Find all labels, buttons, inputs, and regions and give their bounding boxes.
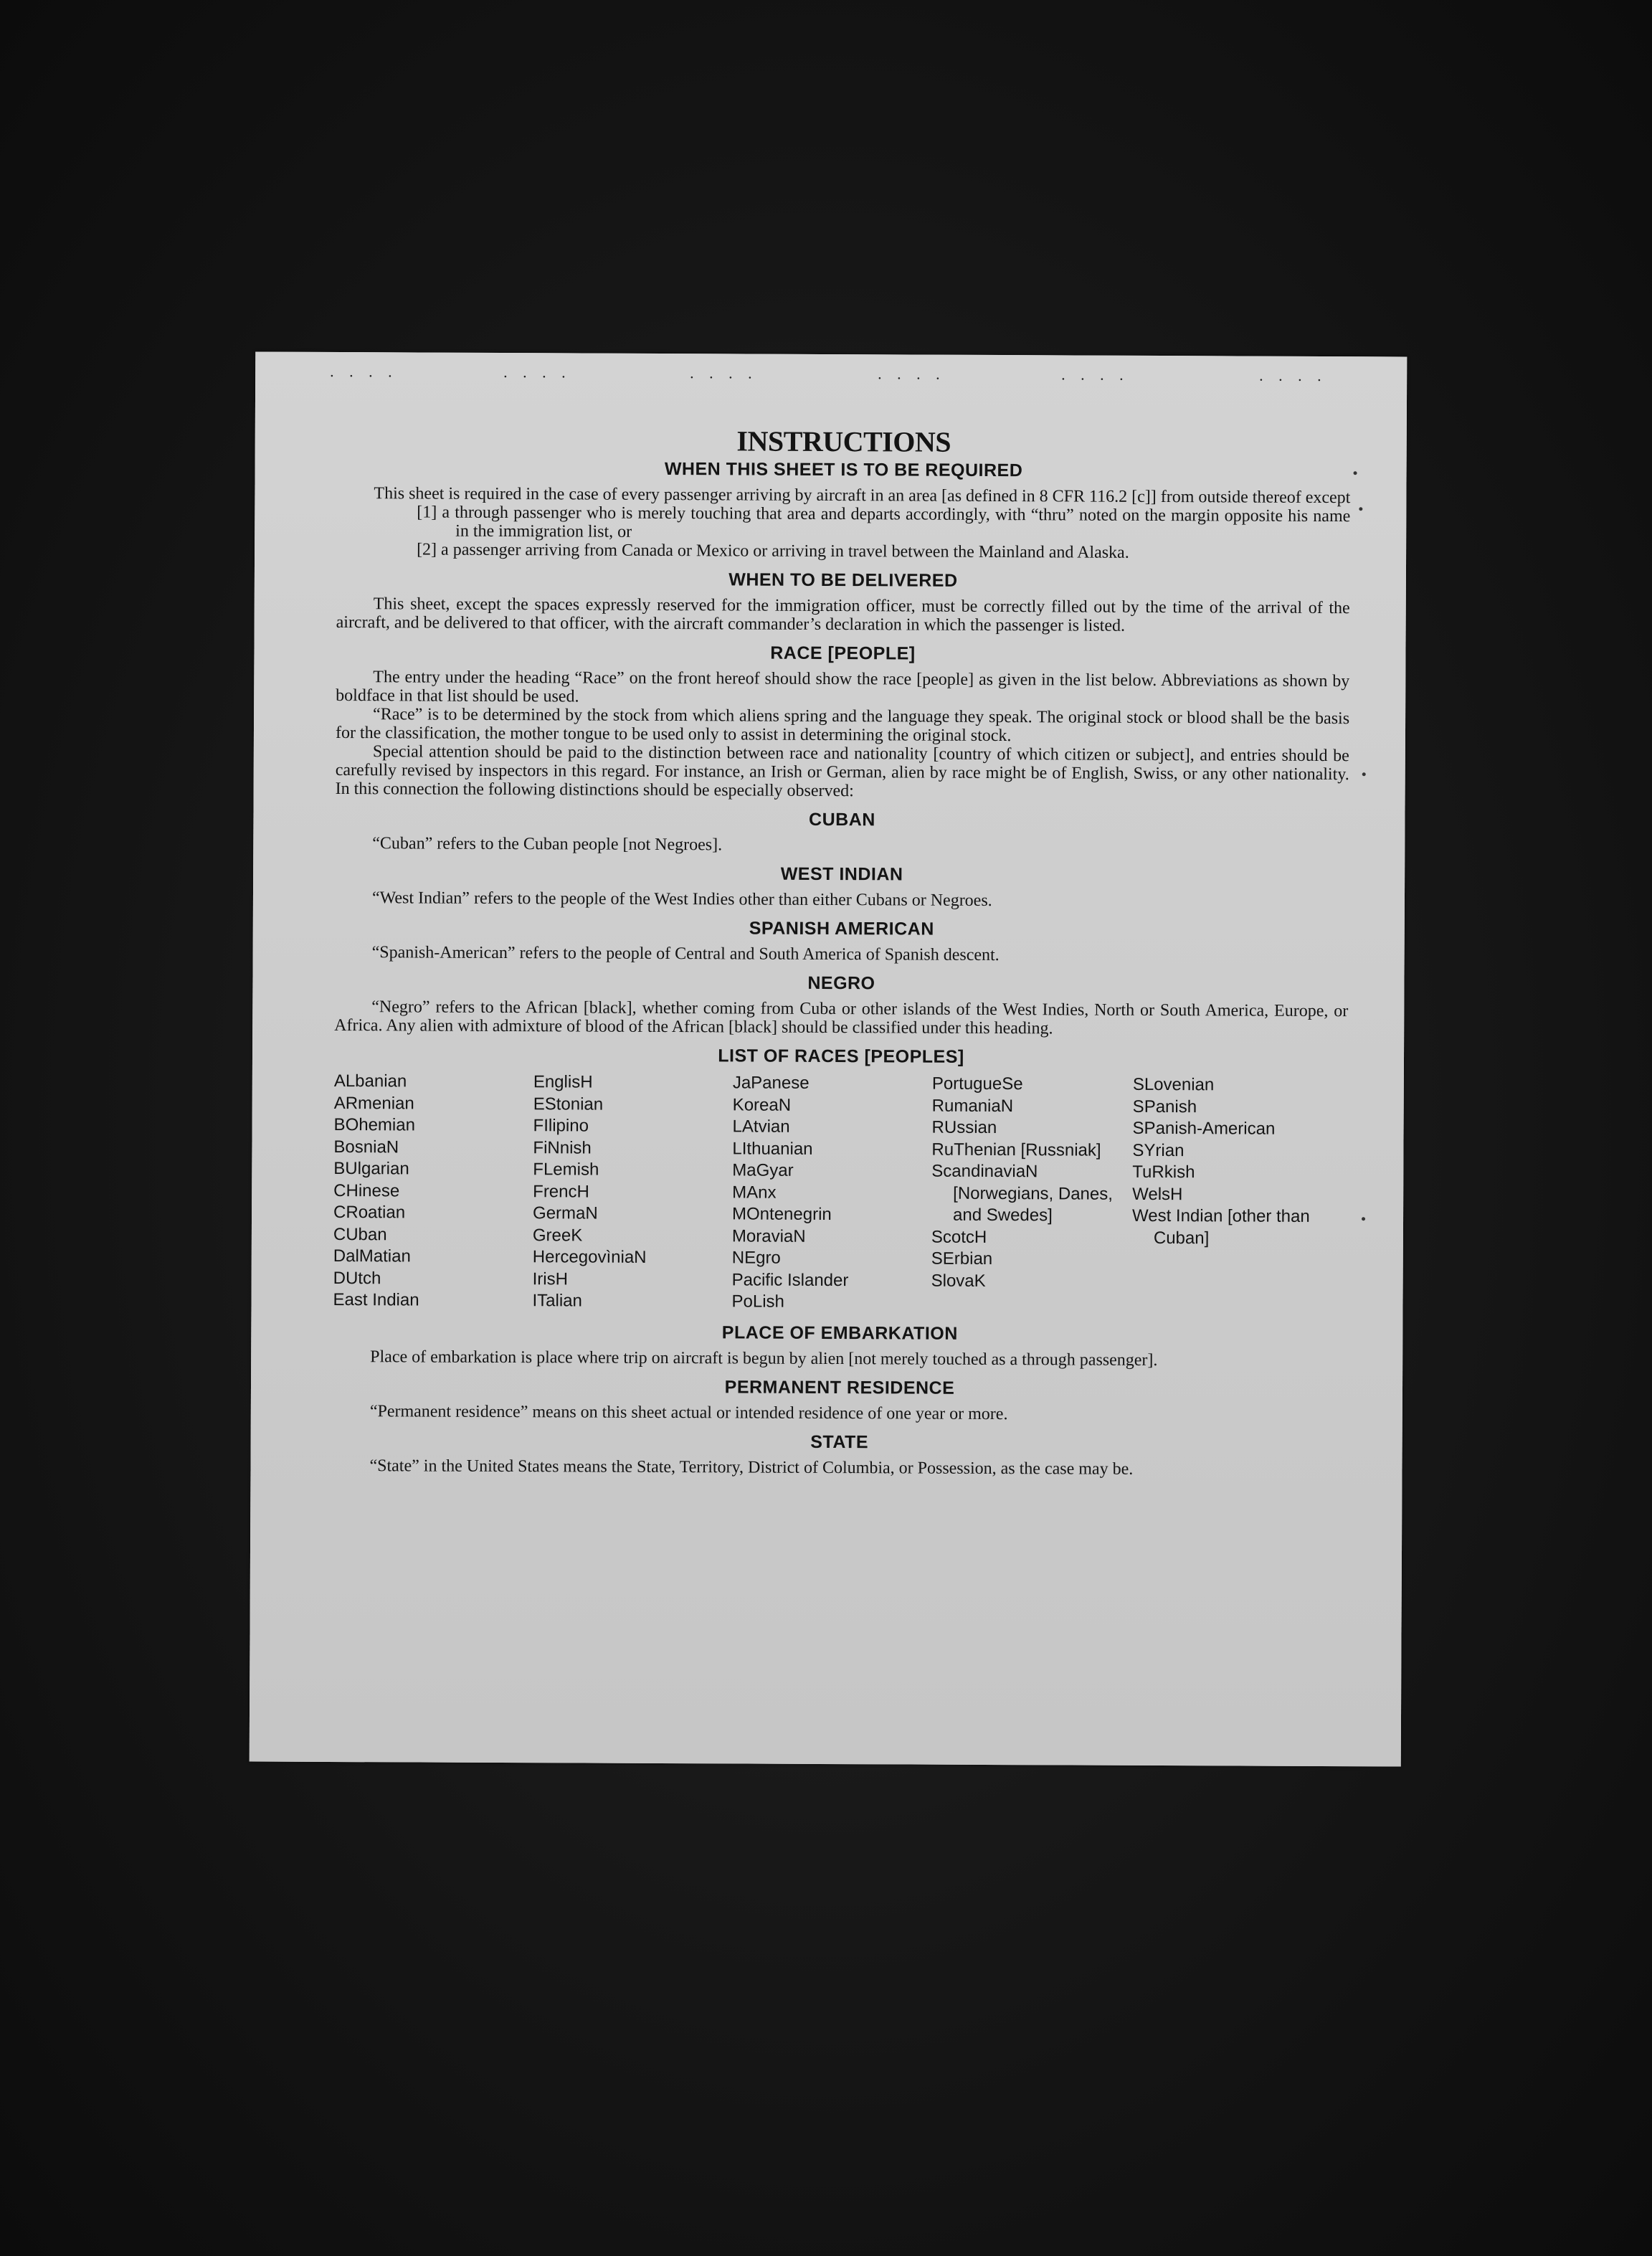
- race-entry: FrencH: [533, 1181, 589, 1202]
- races-column-4: [931, 1074, 1132, 1315]
- races-column-3: [731, 1072, 931, 1314]
- race-entry: BUlgarian: [333, 1158, 409, 1179]
- race-entry: DUtch: [333, 1268, 381, 1288]
- race-entry: TuRkish: [1132, 1162, 1195, 1182]
- race-entry: GermaN: [533, 1203, 598, 1223]
- punch-marks: . . . .: [1259, 366, 1327, 385]
- heading-state: STATE: [810, 1431, 869, 1452]
- punch-marks: . . . .: [503, 363, 571, 381]
- punch-marks: . . . .: [878, 364, 946, 383]
- race-entry: GreeK: [532, 1225, 583, 1246]
- residence-text: “Permanent residence” means on this sheet actual or intended residence of one year or more.: [369, 1401, 1008, 1423]
- race-paragraph-3: Special attention should be paid to the distinction between race and nationality [country of which citizen or subject], and entries should be carefully revised by inspectors in this regard. For instance, an Irish or German, alien by race might be of English, Swiss, or any other nationality. In this connection the following distinctions should be especially observed:: [335, 742, 1349, 801]
- race-entry: SPanish: [1132, 1096, 1197, 1117]
- race-entry: West Indian [other than Cuban]: [1131, 1205, 1310, 1248]
- race-entry: SErbian: [931, 1248, 993, 1269]
- race-entry: SPanish-American: [1132, 1118, 1276, 1139]
- race-entry: DalMatian: [333, 1246, 411, 1266]
- heading-west-indian: WEST INDIAN: [780, 863, 903, 885]
- speck: [1354, 471, 1357, 475]
- negro-text: “Negro” refers to the African [black], whether coming from Cuba or other islands of the West Indies, North or South America, Europe, or Africa. Any alien with admixture of blood of the African [black] should be classified under this heading.: [334, 997, 1349, 1038]
- speck: [1362, 772, 1366, 776]
- race-entry: SlovaK: [931, 1271, 986, 1291]
- race-entry: ALbanian: [333, 1071, 407, 1091]
- race-entry: ScotcH: [931, 1227, 987, 1247]
- race-entry: East Indian: [333, 1289, 419, 1310]
- race-entry: BOhemian: [333, 1114, 416, 1135]
- race-entry: CRoatian: [333, 1202, 406, 1223]
- document-page: [250, 352, 1407, 1767]
- race-entry: PortugueSe: [931, 1074, 1023, 1094]
- races-column-1: [333, 1071, 533, 1312]
- heading-races-list: LIST OF RACES [PEOPLES]: [718, 1046, 964, 1067]
- race-entry: EnglisH: [533, 1072, 593, 1092]
- race-entry: NEgro: [731, 1248, 781, 1268]
- race-entry: ARmenian: [333, 1093, 414, 1113]
- race-entry: MaGyar: [732, 1160, 794, 1180]
- punch-marks: . . . .: [1061, 365, 1129, 384]
- race-entry: BosniaN: [333, 1137, 399, 1157]
- race-entry: Pacific Islander: [731, 1269, 849, 1290]
- embarkation-text: Place of embarkation is place where trip on aircraft is begun by alien [not merely touched as a through passenger].: [370, 1347, 1158, 1370]
- heading-race: RACE [PEOPLE]: [770, 643, 916, 664]
- heading-embarkation: PLACE OF EMBARKATION: [721, 1322, 958, 1344]
- race-entry: ITalian: [532, 1291, 582, 1311]
- race-entry: MAnx: [732, 1182, 777, 1203]
- race-entry: EStonian: [533, 1094, 604, 1114]
- races-column-2: [532, 1071, 732, 1313]
- required-item-1: [1] a through passenger who is merely touching that area and departs accordingly, with “thru” noted on the margin opposite his name in the immigration list, or: [417, 503, 1351, 541]
- heading-spanish-american: SPANISH AMERICAN: [749, 918, 934, 939]
- race-entry: PoLish: [731, 1291, 784, 1312]
- race-entry: SLovenian: [1132, 1074, 1215, 1095]
- instructions-content: [332, 424, 1350, 1479]
- west-indian-text: “West Indian” refers to the people of the West Indies other than either Cubans or Negroes.: [371, 888, 992, 910]
- delivered-text: This sheet, except the spaces expressly reserved for the immigration officer, must be correctly filled out by the time of the arrival of the aircraft, and be delivered to that officer, with the aircraft commander’s declaration in which the passenger is listed.: [336, 594, 1350, 635]
- race-entry: MOntenegrin: [731, 1204, 832, 1225]
- race-entry: WelsH: [1132, 1184, 1183, 1204]
- heading-delivered: WHEN TO BE DELIVERED: [728, 569, 958, 591]
- speck: [1362, 1217, 1365, 1221]
- race-entry: ScandinaviaN [Norwegians, Danes, and Swedes]: [931, 1161, 1114, 1226]
- heading-residence: PERMANENT RESIDENCE: [724, 1376, 955, 1398]
- speck: [1359, 507, 1362, 511]
- races-list: [333, 1071, 1347, 1316]
- race-entry: HercegovìniaN: [532, 1247, 647, 1267]
- heading-negro: NEGRO: [807, 972, 875, 994]
- race-entry: IrisH: [532, 1269, 569, 1289]
- race-entry: LAtvian: [732, 1117, 790, 1137]
- page-title: INSTRUCTIONS: [736, 425, 951, 458]
- race-entry: CUban: [333, 1224, 387, 1244]
- punch-marks: . . . .: [330, 361, 398, 381]
- race-entry: SYrian: [1132, 1140, 1185, 1160]
- races-column-5: [1131, 1074, 1347, 1316]
- race-entry: LIthuanian: [732, 1138, 813, 1159]
- race-entry: RuThenian [Russniak]: [931, 1139, 1101, 1160]
- spanish-american-text: “Spanish-American” refers to the people of Central and South America of Spanish descent.: [371, 943, 1000, 965]
- heading-required: WHEN THIS SHEET IS TO BE REQUIRED: [664, 458, 1023, 481]
- race-entry: FIlipino: [533, 1116, 589, 1136]
- race-entry: JaPanese: [732, 1073, 810, 1093]
- race-paragraph-2: “Race” is to be determined by the stock from which aliens spring and the language they speak. The original stock or blood shall be the basis for the classification, the mother tongue to be used only to assist in determining the original stock.: [335, 705, 1350, 746]
- race-entry: RumaniaN: [931, 1096, 1014, 1116]
- race-entry: KoreaN: [732, 1094, 792, 1115]
- cuban-text: “Cuban” refers to the Cuban people [not Negroes].: [372, 834, 723, 855]
- punch-marks: . . . .: [690, 364, 758, 382]
- race-entry: RUssian: [931, 1117, 997, 1138]
- race-entry: FiNnish: [533, 1137, 592, 1158]
- required-item-2: [2] a passenger arriving from Canada or Mexico or arriving in travel between the Mainland and Alaska.: [417, 540, 1129, 562]
- required-intro: This sheet is required in the case of every passenger arriving by aircraft in an area [as defined in 8 CFR 116.2 [c]] from outside thereof except: [374, 484, 1351, 508]
- race-entry: CHinese: [333, 1180, 400, 1200]
- state-text: “State” in the United States means the State, Territory, District of Columbia, or Possession, as the case may be.: [369, 1456, 1134, 1479]
- race-entry: MoraviaN: [731, 1226, 806, 1246]
- race-paragraph-1: The entry under the heading “Race” on the front hereof should show the race [people] as given in the list below. Abbreviations as shown by boldface in that list should be used.: [336, 668, 1350, 706]
- race-entry: FLemish: [533, 1160, 599, 1180]
- heading-cuban: CUBAN: [809, 809, 875, 830]
